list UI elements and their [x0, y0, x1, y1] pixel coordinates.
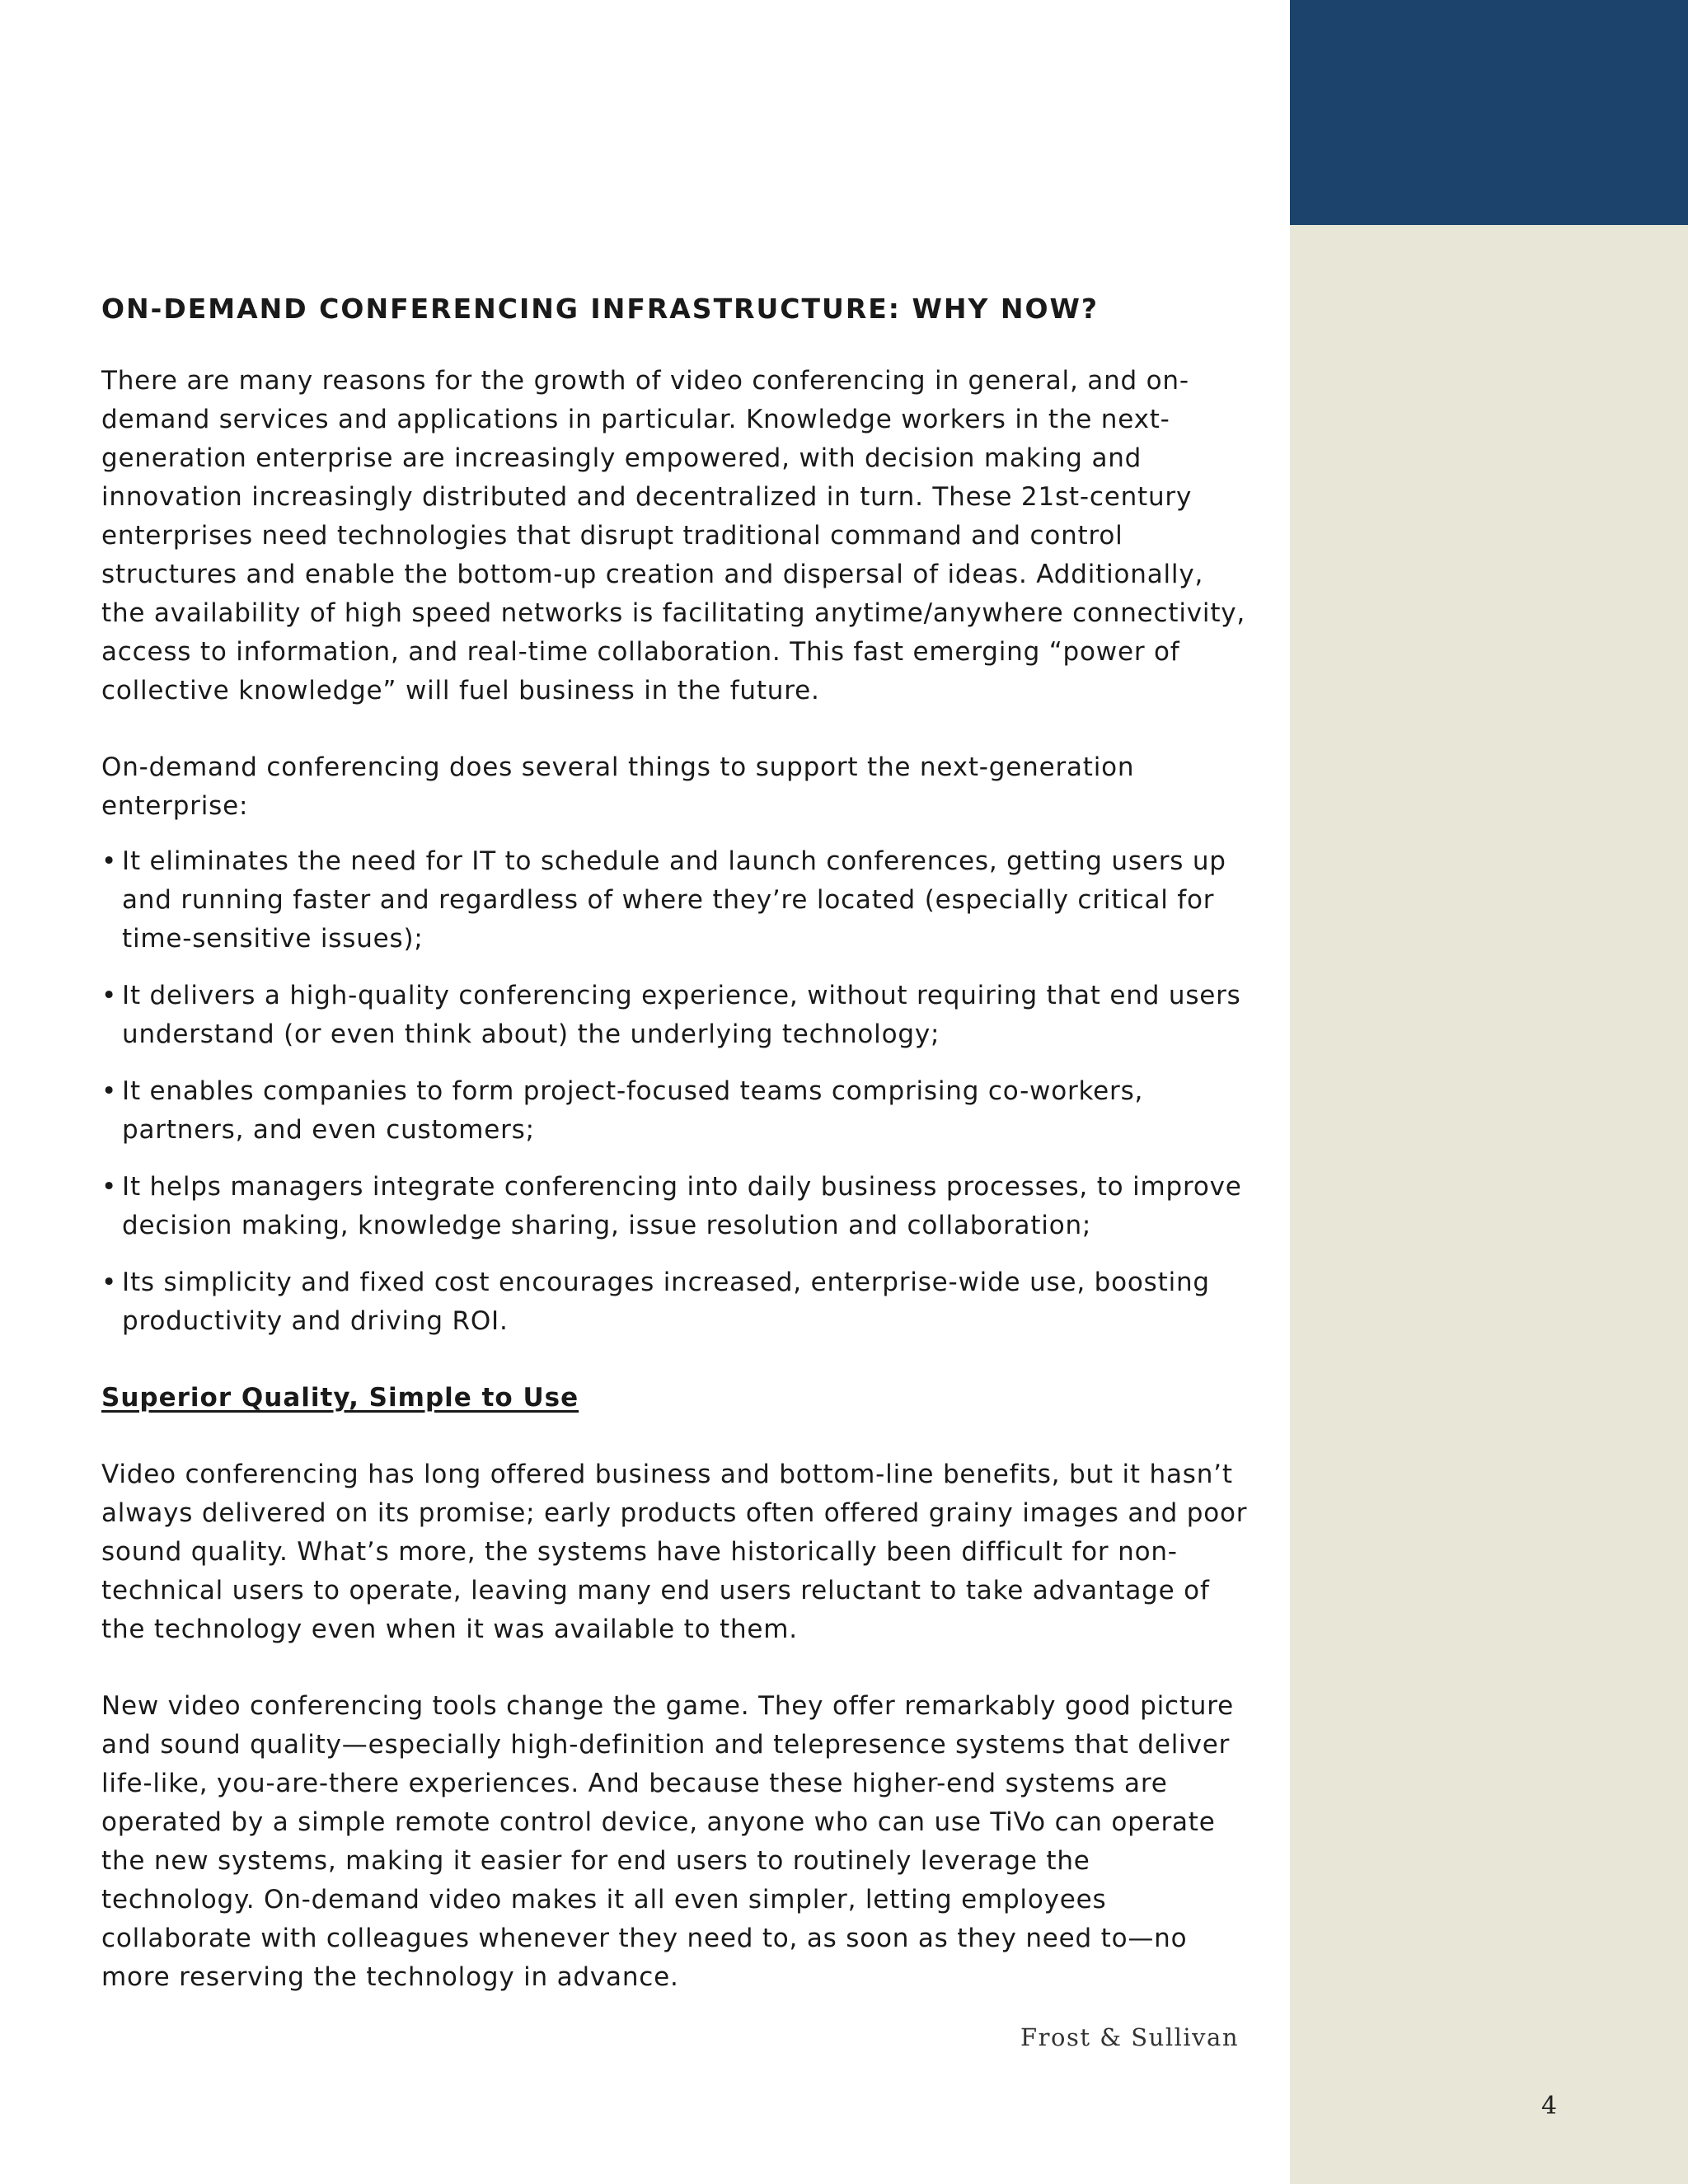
- list-item: • It helps managers integrate conferencing into daily business processes, to improve decision making, knowledge sharing, issue resolution and collaboration;: [101, 1168, 1251, 1245]
- bullet-intro: On-demand conferencing does several things to support the next-generation enterprise:: [101, 752, 1135, 821]
- paragraph-quality: Video conferencing has long offered business and bottom-line benefits, but it hasn’t always delivered on its promise; early products often offered grainy images and poor sound quality. What’s more, the systems have historically been difficult for non-technical users to operate, leaving many end users reluctant to take advantage of the technology even when it was available to them.: [101, 1460, 1248, 1644]
- section-heading: ON-DEMAND CONFERENCING INFRASTRUCTURE: WHY NOW?: [101, 293, 1100, 325]
- sidebar-panel: [1290, 0, 1688, 2184]
- list-item: • Its simplicity and fixed cost encourages increased, enterprise-wide use, boosting productivity and driving ROI.: [101, 1263, 1251, 1341]
- footer-brand: Frost & Sullivan: [1020, 2023, 1239, 2051]
- list-item: • It eliminates the need for IT to schedule and launch conferences, getting users up and running faster and regardless of where they’re located (especially critical for time-sensitive issues);: [101, 842, 1251, 958]
- paragraph-new-tools: New video conferencing tools change the game. They offer remarkably good picture and sound quality—especially high-definition and telepresence systems that deliver life-like, you-are-there experiences. And because these higher-end systems are operated by a simple remote control device, anyone who can use TiVo can operate the new systems, making it easier for end users to routinely leverage the technology. On-demand video makes it all even simpler, letting employees collaborate with colleagues whenever they need to, as soon as they need to—no more reserving the technology in advance.: [101, 1691, 1234, 1992]
- benefit-list: [101, 842, 1251, 1341]
- page-number: 4: [1541, 2092, 1558, 2121]
- subsection-heading: Superior Quality, Simple to Use: [101, 1383, 579, 1413]
- main-content: [101, 291, 1251, 2035]
- sidebar-header-block: [1290, 0, 1688, 225]
- list-item: • It enables companies to form project-focused teams comprising co-workers, partners, and even customers;: [101, 1072, 1251, 1150]
- paragraph-why-now: There are many reasons for the growth of video conferencing in general, and on-demand services and applications in particular. Knowledge workers in the next-generation enterprise are increasingly empowered, with decision making and innovation increasingly distributed and decentralized in turn. These 21st-century enterprises need technologies that disrupt traditional command and control structures and enable the bottom-up creation and dispersal of ideas. Additionally, the availability of high speed networks is facilitating anytime/anywhere connectivity, access to information, and real-time collaboration. This fast emerging “power of collective knowledge” will fuel business in the future.: [101, 366, 1246, 705]
- list-item: • It delivers a high-quality conferencing experience, without requiring that end users understand (or even think about) the underlying technology;: [101, 977, 1251, 1054]
